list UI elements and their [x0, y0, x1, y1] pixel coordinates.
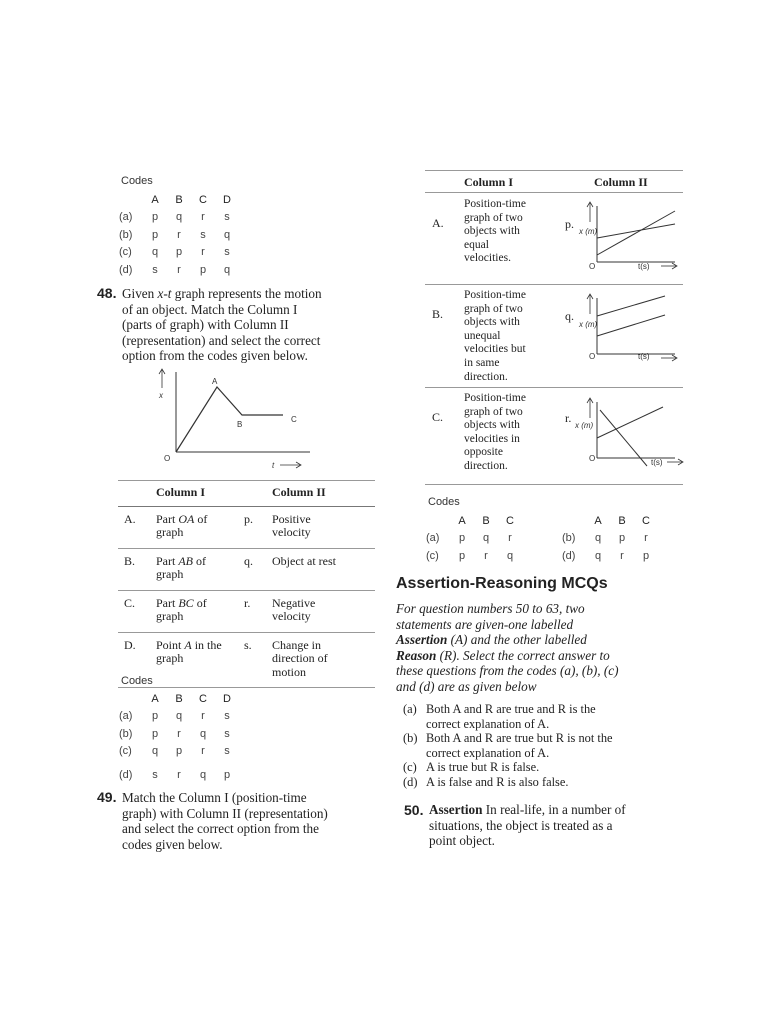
graph-unequal-same-direction	[575, 292, 683, 367]
svg-text:t(s): t(s)	[651, 458, 663, 467]
row-label: r.	[565, 411, 572, 425]
codes-table-top	[119, 191, 239, 279]
codes-label: Codes	[121, 175, 153, 187]
column-header: Column I	[464, 175, 514, 189]
section-title: Assertion-Reasoning MCQs	[396, 575, 608, 592]
question-number: 49.	[97, 789, 117, 805]
codes-header: C	[199, 692, 207, 705]
codes-row: (d) s r p q	[119, 263, 231, 276]
graph-equal-velocities	[575, 200, 683, 275]
graph-label-x: x	[159, 391, 163, 400]
codes-row: (c) p r q	[426, 549, 514, 562]
codes-header: C	[642, 514, 650, 527]
codes-row: (d) s r q p	[119, 768, 231, 781]
codes-row: (d) q r p	[562, 549, 650, 562]
svg-text:x (m): x (m)	[579, 227, 598, 236]
graph-label-a: A	[212, 377, 218, 386]
match-table-48	[118, 481, 375, 688]
row-label: B.	[432, 307, 444, 321]
codes-header: A	[151, 692, 159, 705]
answer-options	[403, 702, 693, 790]
svg-text:O: O	[589, 454, 596, 463]
codes-header: B	[482, 514, 490, 527]
svg-text:x (m): x (m)	[579, 320, 598, 329]
section-intro: For question numbers 50 to 63, two statements are given-one labelled Assertion (A) and the other labelled Reason (R). Select the correct answer to these questions from the codes (a), (b), (c) and (d) are as given below	[396, 601, 619, 694]
codes-header: A	[151, 193, 159, 206]
column-header: Column I	[156, 481, 244, 506]
codes-label: Codes	[428, 496, 460, 508]
question-49-text: Match the Column I (position-time graph) with Column II (representation) and select the correct option from the codes given below.	[122, 790, 328, 852]
table-row: A. Part OA of graph p. Positive velocity	[118, 506, 375, 548]
graph-label-b: B	[237, 420, 243, 429]
column-header: Column II	[272, 481, 375, 506]
codes-table-49-left	[426, 512, 522, 565]
table-cell: Position-time graph of two objects with unequal velocities but in same direction.	[464, 289, 526, 383]
codes-header: B	[618, 514, 626, 527]
codes-header: B	[175, 692, 183, 705]
codes-header: D	[223, 692, 231, 705]
list-item: (c) A is true but R is false.	[403, 760, 540, 775]
codes-header: C	[506, 514, 514, 527]
row-label: q.	[565, 309, 574, 323]
row-label: C.	[432, 410, 444, 424]
codes-row: (b) p r s q	[119, 228, 231, 241]
row-label: p.	[565, 217, 574, 231]
question-48-text: Given x-t graph represents the motion of an object. Match the Column I (parts of graph) with Column II (representation) and select the correct option from the codes given below.	[122, 286, 322, 364]
question-number: 50.	[404, 802, 424, 818]
list-item: (b) Both A and R are true but R is not the correct explanation of A.	[403, 731, 613, 760]
graph-opposite-direction	[575, 396, 685, 471]
graph-label-c: C	[291, 415, 297, 424]
svg-text:O: O	[589, 262, 596, 271]
list-item: (d) A is false and R is also false.	[403, 774, 569, 789]
question-number: 48.	[97, 285, 117, 301]
graph-label-o: O	[164, 454, 171, 463]
svg-text:t(s): t(s)	[638, 352, 650, 361]
codes-header: B	[175, 193, 183, 206]
table-row: C. Part BC of graph r. Negative velocity	[118, 590, 375, 632]
table-cell: Position-time graph of two objects with equal velocities.	[464, 198, 526, 265]
codes-table-48	[119, 690, 239, 784]
list-item: (a) Both A and R are true and R is the correct explanation of A.	[403, 702, 596, 731]
column-header: Column II	[594, 175, 648, 189]
table-row: D. Point A in the graph s. Change in direction of motion	[118, 632, 375, 688]
codes-header: A	[458, 514, 466, 527]
svg-text:t(s): t(s)	[638, 262, 650, 271]
table-row: B. Part AB of graph q. Object at rest	[118, 548, 375, 590]
codes-row: (a) p q r s	[119, 211, 230, 224]
codes-row: (a) p q r	[426, 532, 512, 545]
svg-text:O: O	[589, 352, 596, 361]
graph-label-t: t	[272, 461, 275, 470]
codes-header: A	[594, 514, 602, 527]
codes-label: Codes	[121, 675, 153, 687]
codes-row: (a) p q r s	[119, 710, 230, 723]
codes-row: (b) q p r	[562, 532, 648, 545]
xt-graph	[150, 366, 320, 476]
codes-row: (b) p r q s	[119, 727, 230, 740]
row-label: A.	[432, 216, 444, 230]
question-50-text: Assertion In real-life, in a number of situations, the object is treated as a point object.	[429, 802, 626, 849]
codes-table-49-right	[562, 512, 658, 565]
codes-row: (c) q p r s	[119, 246, 230, 259]
codes-header: D	[223, 193, 231, 206]
codes-row: (c) q p r s	[119, 745, 230, 758]
table-cell: Position-time graph of two objects with velocities in opposite direction.	[464, 392, 526, 472]
svg-text:x (m): x (m)	[575, 421, 594, 430]
codes-header: C	[199, 193, 207, 206]
